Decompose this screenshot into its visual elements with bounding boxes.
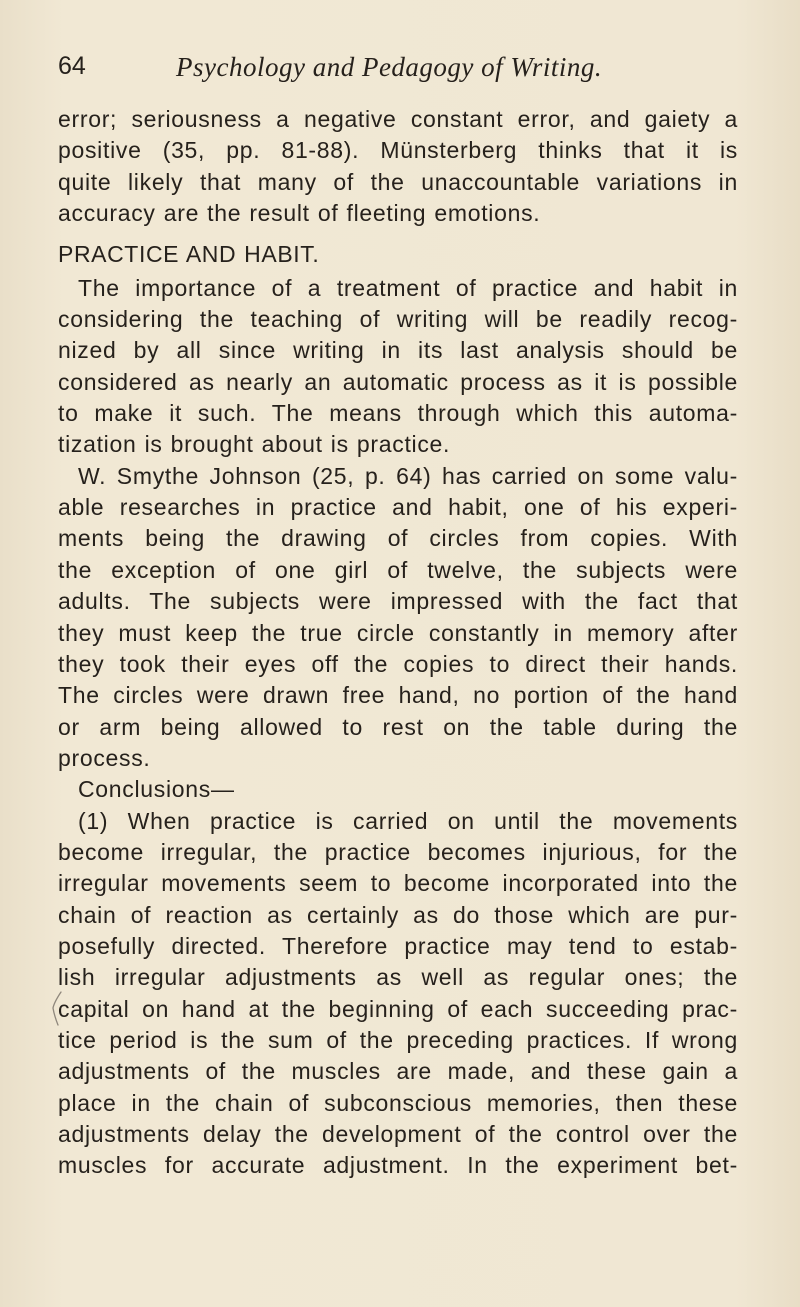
text-line: tization is brought about is practice. xyxy=(58,431,451,458)
text-line: adjustments of the muscles are made, and these gain a xyxy=(58,1058,738,1085)
page-header xyxy=(58,52,758,92)
text-line: they must keep the true circle constantly in memory after xyxy=(58,619,738,646)
text-line: considering the teaching of writing will be readily recog- xyxy=(58,306,738,333)
text-line: The importance of a treatment of practice and habit in xyxy=(78,274,738,301)
text-line: accuracy are the result of fleeting emotions. xyxy=(58,200,541,227)
text-line: nized by all since writing in its last analysis should be xyxy=(58,337,738,364)
text-line: they took their eyes off the copies to direct their hands. xyxy=(58,650,738,677)
text-line: place in the chain of subconscious memories, then these xyxy=(58,1089,738,1116)
text-line: adjustments delay the development of the control over the xyxy=(58,1121,738,1147)
text-line: error; seriousness a negative constant error, and gaiety a xyxy=(58,106,738,132)
text-line: tice period is the sum of the preceding practices. If wrong xyxy=(58,1026,738,1053)
text-line: lish irregular adjustments as well as regular ones; the xyxy=(58,964,738,991)
text-line: The circles were drawn free hand, no portion of the hand xyxy=(58,682,738,709)
text-line: become irregular, the practice becomes injurious, for the xyxy=(58,838,738,865)
text-line: the exception of one girl of twelve, the subjects were xyxy=(58,556,738,583)
running-title: Psychology and Pedagogy of Writing. xyxy=(176,52,603,82)
section-heading: PRACTICE AND HABIT. xyxy=(58,241,320,268)
text-line: or arm being allowed to rest on the table during the xyxy=(58,713,738,740)
text-line: quite likely that many of the unaccountable variations in xyxy=(58,168,738,195)
text-line: positive (35, pp. 81-88). Münsterberg thinks that it is xyxy=(58,137,738,164)
text-line: to make it such. The means through which this automa- xyxy=(58,400,738,427)
text-line: posefully directed. Therefore practice may tend to estab- xyxy=(58,932,738,959)
body-text xyxy=(58,104,738,1182)
text-line: able researches in practice and habit, one of his experi- xyxy=(58,494,738,521)
text-line: chain of reaction as certainly as do those which are pur- xyxy=(58,901,738,928)
text-line: irregular movements seem to become incorporated into the xyxy=(58,870,738,897)
margin-pencil-mark xyxy=(50,990,64,1026)
text-line: W. Smythe Johnson (25, p. 64) has carried on some valu- xyxy=(78,462,738,489)
text-line: (1) When practice is carried on until the movements xyxy=(78,807,738,834)
page-number: 64 xyxy=(58,52,86,80)
text-line: ments being the drawing of circles from copies. With xyxy=(58,525,738,552)
text-line: process. xyxy=(58,744,151,771)
text-line: Conclusions— xyxy=(78,776,235,803)
text-line: adults. The subjects were impressed with the fact that xyxy=(58,588,738,615)
text-line: muscles for accurate adjustment. In the experiment bet- xyxy=(58,1152,738,1179)
text-line: capital on hand at the beginning of each succeeding prac- xyxy=(58,995,738,1022)
text-line: considered as nearly an automatic process as it is possible xyxy=(58,368,738,395)
